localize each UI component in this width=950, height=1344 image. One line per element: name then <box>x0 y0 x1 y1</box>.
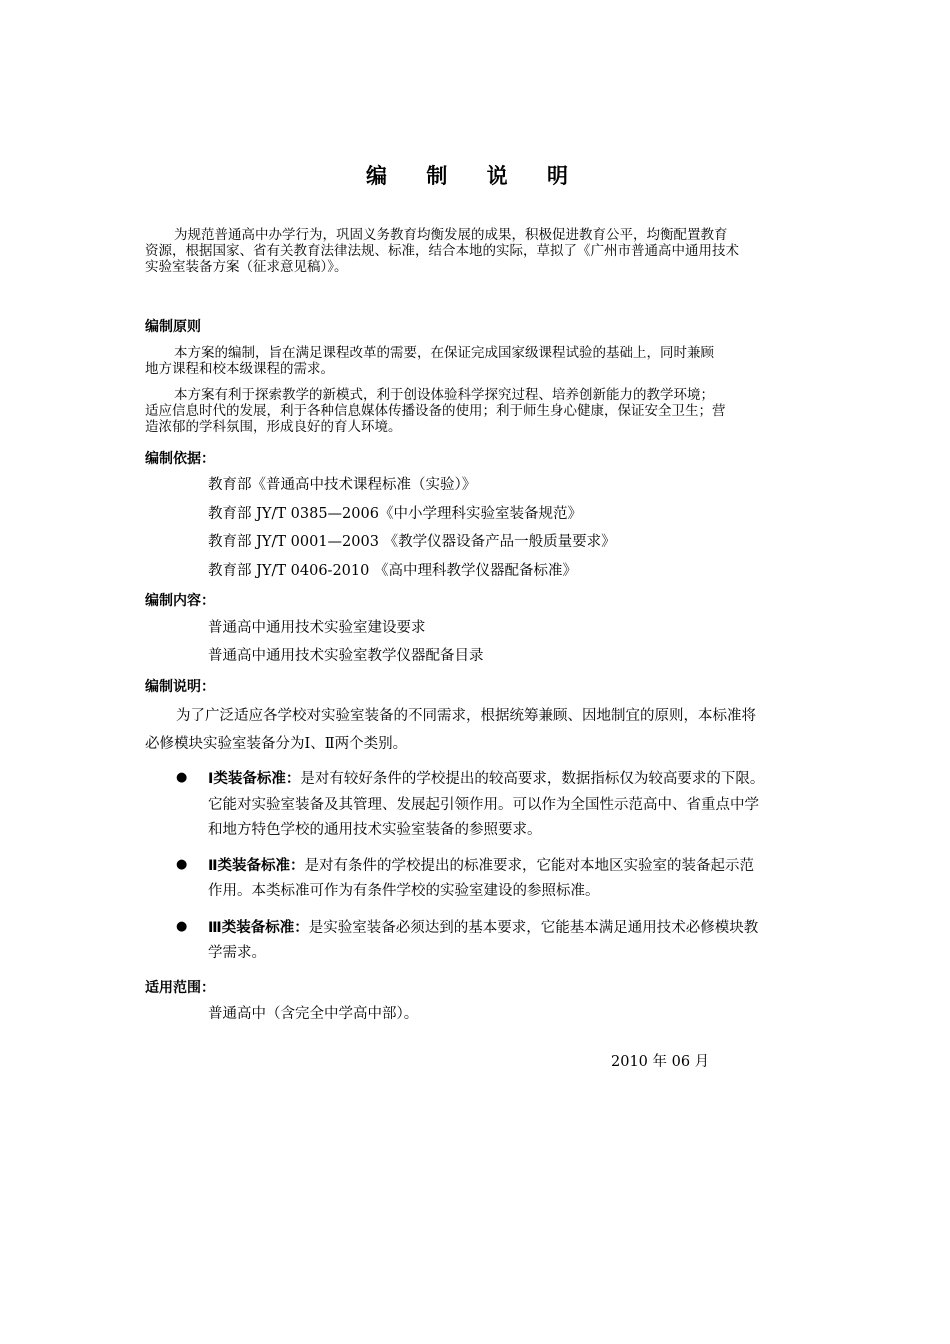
intro-line-3: 实验室装备方案（征求意见稿）》。 <box>145 259 348 275</box>
notes-para-line-1: 为了广泛适应各学校对实验室装备的不同需求，根据统筹兼顾、因地制宜的原则，本标准将 <box>176 708 756 724</box>
basis-item: 教育部 JY/T 0385—2006《中小学理科实验室装备规范》 <box>208 506 582 522</box>
intro-line-1: 为规范普通高中办学行为，巩固义务教育均衡发展的成果，积极促进教育公平，均衡配置教育 <box>174 227 728 243</box>
bullet-icon: ● <box>176 919 188 934</box>
bullet-item-2-line-2: 作用。本类标准可作为有条件学校的实验室建设的参照标准。 <box>208 883 600 899</box>
principles-para1-line-2: 地方课程和校本级课程的需求。 <box>145 361 334 377</box>
principles-para2-line-2: 适应信息时代的发展，利于各种信息媒体传播设备的使用；利于师生身心健康，保证安全卫生；营 <box>145 403 726 419</box>
bullet-item-2-line-1: Ⅱ类装备标准：是对有条件的学校提出的标准要求，它能对本地区实验室的装备起示范 <box>208 858 755 874</box>
bullet-icon: ● <box>176 857 188 872</box>
bullet-item-1-line-3: 和地方特色学校的通用技术实验室装备的参照要求。 <box>208 822 542 838</box>
contents-item: 普通高中通用技术实验室建设要求 <box>208 620 426 636</box>
scope-heading: 适用范围： <box>145 980 215 996</box>
principles-para2-line-1: 本方案有利于探索教学的新模式，利于创设体验科学探究过程、培养创新能力的教学环境； <box>174 387 714 403</box>
bullet-item-1-line-2: 它能对实验室装备及其管理、发展起引领作用。可以作为全国性示范高中、省重点中学 <box>208 797 759 813</box>
basis-item: 教育部《普通高中技术课程标准（实验）》 <box>208 477 477 493</box>
bullet-item-3-line-2: 学需求。 <box>208 945 266 961</box>
bullet-icon: ● <box>176 770 188 785</box>
page-title: 编 制 说 明 <box>366 164 584 188</box>
bullet-item-3-line-1: Ⅲ类装备标准：是实验室装备必须达到的基本要求，它能基本满足通用技术必修模块教 <box>208 920 759 936</box>
bullet-label: Ⅱ类装备标准： <box>208 858 305 874</box>
principles-heading: 编制原则 <box>145 319 201 335</box>
notes-heading: 编制说明： <box>145 679 215 695</box>
bullet-label: Ⅰ类装备标准： <box>208 771 301 787</box>
basis-heading: 编制依据： <box>145 451 215 467</box>
bullet-item-1-line-1: Ⅰ类装备标准：是对有较好条件的学校提出的较高要求，数据指标仅为较高要求的下限。 <box>208 771 765 787</box>
date: 2010 年 06 月 <box>611 1054 710 1070</box>
bullet-label: Ⅲ类装备标准： <box>208 920 309 936</box>
contents-heading: 编制内容： <box>145 593 215 609</box>
principles-para2-line-3: 造浓郁的学科氛围，形成良好的育人环境。 <box>145 419 402 435</box>
basis-item: 教育部 JY/T 0001—2003 《教学仪器设备产品一般质量要求》 <box>208 534 616 550</box>
contents-item: 普通高中通用技术实验室教学仪器配备目录 <box>208 648 484 664</box>
intro-line-2: 资源，根据国家、省有关教育法律法规、标准，结合本地的实际，草拟了《广州市普通高中通用技术 <box>145 243 739 259</box>
notes-para-line-2: 必修模块实验室装备分为Ⅰ、Ⅱ两个类别。 <box>145 736 408 752</box>
scope-text: 普通高中（含完全中学高中部）。 <box>208 1006 419 1022</box>
basis-item: 教育部 JY/T 0406-2010 《高中理科教学仪器配备标准》 <box>208 563 577 579</box>
principles-para1-line-1: 本方案的编制，旨在满足课程改革的需要，在保证完成国家级课程试验的基础上，同时兼顾 <box>174 345 714 361</box>
